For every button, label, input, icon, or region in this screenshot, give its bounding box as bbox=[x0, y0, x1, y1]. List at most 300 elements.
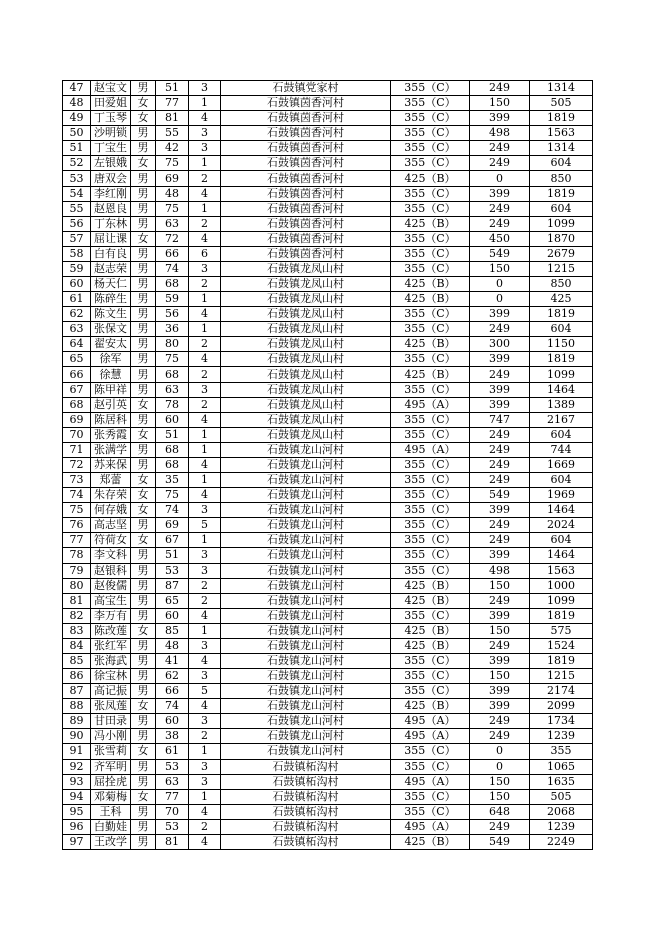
total-cell: 1563 bbox=[530, 563, 593, 578]
gender-cell: 男 bbox=[131, 277, 156, 292]
standard-cell: 425（B） bbox=[391, 699, 470, 714]
standard-cell: 355（C） bbox=[391, 126, 470, 141]
row-number-cell: 58 bbox=[63, 246, 91, 261]
standard-cell: 355（C） bbox=[391, 759, 470, 774]
total-cell: 505 bbox=[530, 96, 593, 111]
total-cell: 1734 bbox=[530, 714, 593, 729]
household-size-cell: 1 bbox=[189, 442, 221, 457]
standard-cell: 495（A） bbox=[391, 397, 470, 412]
household-size-cell: 4 bbox=[189, 186, 221, 201]
household-size-cell: 1 bbox=[189, 292, 221, 307]
gender-cell: 男 bbox=[131, 774, 156, 789]
table-row bbox=[63, 442, 593, 457]
gender-cell: 男 bbox=[131, 292, 156, 307]
age-cell: 66 bbox=[156, 246, 189, 261]
age-cell: 68 bbox=[156, 442, 189, 457]
gender-cell: 男 bbox=[131, 457, 156, 472]
standard-cell: 495（A） bbox=[391, 442, 470, 457]
name-cell: 左银娥 bbox=[91, 156, 131, 171]
name-cell: 陈改莲 bbox=[91, 623, 131, 638]
name-cell: 赵志荣 bbox=[91, 261, 131, 276]
table-row bbox=[63, 352, 593, 367]
address-cell: 石鼓镇龙山河村 bbox=[221, 593, 391, 608]
total-cell: 1563 bbox=[530, 126, 593, 141]
address-cell: 石鼓镇龙凤山村 bbox=[221, 292, 391, 307]
amount-cell: 399 bbox=[470, 111, 530, 126]
row-number-cell: 56 bbox=[63, 216, 91, 231]
address-cell: 石鼓镇茵香河村 bbox=[221, 141, 391, 156]
address-cell: 石鼓镇龙山河村 bbox=[221, 714, 391, 729]
row-number-cell: 82 bbox=[63, 608, 91, 623]
standard-cell: 425（B） bbox=[391, 277, 470, 292]
table-row bbox=[63, 292, 593, 307]
age-cell: 60 bbox=[156, 714, 189, 729]
age-cell: 51 bbox=[156, 427, 189, 442]
address-cell: 石鼓镇龙凤山村 bbox=[221, 307, 391, 322]
household-size-cell: 2 bbox=[189, 216, 221, 231]
total-cell: 1314 bbox=[530, 141, 593, 156]
name-cell: 朱存荣 bbox=[91, 488, 131, 503]
standard-cell: 355（C） bbox=[391, 186, 470, 201]
gender-cell: 女 bbox=[131, 111, 156, 126]
address-cell: 石鼓镇龙山河村 bbox=[221, 563, 391, 578]
address-cell: 石鼓镇龙山河村 bbox=[221, 729, 391, 744]
age-cell: 65 bbox=[156, 593, 189, 608]
gender-cell: 男 bbox=[131, 186, 156, 201]
household-size-cell: 1 bbox=[189, 156, 221, 171]
address-cell: 石鼓镇柘沟村 bbox=[221, 804, 391, 819]
name-cell: 符荷女 bbox=[91, 533, 131, 548]
gender-cell: 男 bbox=[131, 352, 156, 367]
age-cell: 69 bbox=[156, 171, 189, 186]
household-size-cell: 4 bbox=[189, 488, 221, 503]
name-cell: 王改学 bbox=[91, 834, 131, 849]
standard-cell: 355（C） bbox=[391, 457, 470, 472]
amount-cell: 399 bbox=[470, 307, 530, 322]
total-cell: 1819 bbox=[530, 307, 593, 322]
amount-cell: 249 bbox=[470, 473, 530, 488]
total-cell: 850 bbox=[530, 277, 593, 292]
standard-cell: 355（C） bbox=[391, 412, 470, 427]
amount-cell: 549 bbox=[470, 488, 530, 503]
standard-cell: 425（B） bbox=[391, 337, 470, 352]
gender-cell: 男 bbox=[131, 638, 156, 653]
table-row bbox=[63, 473, 593, 488]
amount-cell: 498 bbox=[470, 126, 530, 141]
age-cell: 81 bbox=[156, 834, 189, 849]
standard-cell: 355（C） bbox=[391, 473, 470, 488]
table-row bbox=[63, 653, 593, 668]
household-size-cell: 1 bbox=[189, 427, 221, 442]
address-cell: 石鼓镇茵香河村 bbox=[221, 96, 391, 111]
total-cell: 2174 bbox=[530, 684, 593, 699]
table-row bbox=[63, 186, 593, 201]
standard-cell: 355（C） bbox=[391, 231, 470, 246]
table-row bbox=[63, 397, 593, 412]
address-cell: 石鼓镇柘沟村 bbox=[221, 819, 391, 834]
row-number-cell: 50 bbox=[63, 126, 91, 141]
household-size-cell: 1 bbox=[189, 96, 221, 111]
gender-cell: 男 bbox=[131, 804, 156, 819]
total-cell: 1464 bbox=[530, 548, 593, 563]
standard-cell: 495（A） bbox=[391, 819, 470, 834]
age-cell: 51 bbox=[156, 81, 189, 96]
amount-cell: 747 bbox=[470, 412, 530, 427]
age-cell: 75 bbox=[156, 352, 189, 367]
total-cell: 1150 bbox=[530, 337, 593, 352]
age-cell: 48 bbox=[156, 186, 189, 201]
row-number-cell: 85 bbox=[63, 653, 91, 668]
age-cell: 68 bbox=[156, 277, 189, 292]
household-size-cell: 1 bbox=[189, 322, 221, 337]
age-cell: 70 bbox=[156, 804, 189, 819]
name-cell: 赵银科 bbox=[91, 563, 131, 578]
table-row bbox=[63, 488, 593, 503]
standard-cell: 425（B） bbox=[391, 171, 470, 186]
amount-cell: 450 bbox=[470, 231, 530, 246]
name-cell: 甘田录 bbox=[91, 714, 131, 729]
address-cell: 石鼓镇龙山河村 bbox=[221, 518, 391, 533]
table-row bbox=[63, 699, 593, 714]
name-cell: 徐慧 bbox=[91, 367, 131, 382]
address-cell: 石鼓镇柘沟村 bbox=[221, 759, 391, 774]
standard-cell: 355（C） bbox=[391, 669, 470, 684]
row-number-cell: 57 bbox=[63, 231, 91, 246]
household-size-cell: 4 bbox=[189, 412, 221, 427]
household-size-cell: 3 bbox=[189, 382, 221, 397]
table-row bbox=[63, 457, 593, 472]
table-row bbox=[63, 111, 593, 126]
age-cell: 60 bbox=[156, 412, 189, 427]
name-cell: 丁宝生 bbox=[91, 141, 131, 156]
standard-cell: 425（B） bbox=[391, 834, 470, 849]
row-number-cell: 74 bbox=[63, 488, 91, 503]
name-cell: 杨天仁 bbox=[91, 277, 131, 292]
amount-cell: 249 bbox=[470, 216, 530, 231]
household-size-cell: 2 bbox=[189, 578, 221, 593]
table-row bbox=[63, 246, 593, 261]
name-cell: 张保文 bbox=[91, 322, 131, 337]
address-cell: 石鼓镇柘沟村 bbox=[221, 789, 391, 804]
household-size-cell: 5 bbox=[189, 518, 221, 533]
gender-cell: 女 bbox=[131, 96, 156, 111]
address-cell: 石鼓镇茵香河村 bbox=[221, 126, 391, 141]
amount-cell: 399 bbox=[470, 684, 530, 699]
household-size-cell: 3 bbox=[189, 503, 221, 518]
standard-cell: 425（B） bbox=[391, 367, 470, 382]
amount-cell: 249 bbox=[470, 533, 530, 548]
address-cell: 石鼓镇龙山河村 bbox=[221, 457, 391, 472]
total-cell: 1464 bbox=[530, 503, 593, 518]
address-cell: 石鼓镇茵香河村 bbox=[221, 156, 391, 171]
table-row bbox=[63, 623, 593, 638]
name-cell: 张凤莲 bbox=[91, 699, 131, 714]
household-size-cell: 1 bbox=[189, 533, 221, 548]
table-row bbox=[63, 533, 593, 548]
standard-cell: 355（C） bbox=[391, 563, 470, 578]
table-row bbox=[63, 548, 593, 563]
standard-cell: 425（B） bbox=[391, 623, 470, 638]
name-cell: 白有良 bbox=[91, 246, 131, 261]
household-size-cell: 2 bbox=[189, 171, 221, 186]
row-number-cell: 69 bbox=[63, 412, 91, 427]
household-size-cell: 3 bbox=[189, 261, 221, 276]
address-cell: 石鼓镇党家村 bbox=[221, 81, 391, 96]
household-size-cell: 4 bbox=[189, 834, 221, 849]
gender-cell: 男 bbox=[131, 216, 156, 231]
standard-cell: 425（B） bbox=[391, 593, 470, 608]
address-cell: 石鼓镇龙山河村 bbox=[221, 442, 391, 457]
total-cell: 604 bbox=[530, 473, 593, 488]
gender-cell: 女 bbox=[131, 473, 156, 488]
standard-cell: 355（C） bbox=[391, 261, 470, 276]
total-cell: 1239 bbox=[530, 819, 593, 834]
total-cell: 744 bbox=[530, 442, 593, 457]
address-cell: 石鼓镇龙凤山村 bbox=[221, 367, 391, 382]
row-number-cell: 62 bbox=[63, 307, 91, 322]
gender-cell: 男 bbox=[131, 141, 156, 156]
total-cell: 2099 bbox=[530, 699, 593, 714]
table-row bbox=[63, 261, 593, 276]
gender-cell: 男 bbox=[131, 126, 156, 141]
address-cell: 石鼓镇龙山河村 bbox=[221, 578, 391, 593]
gender-cell: 男 bbox=[131, 669, 156, 684]
household-size-cell: 5 bbox=[189, 684, 221, 699]
table-row bbox=[63, 638, 593, 653]
row-number-cell: 76 bbox=[63, 518, 91, 533]
age-cell: 63 bbox=[156, 382, 189, 397]
amount-cell: 399 bbox=[470, 503, 530, 518]
total-cell: 1635 bbox=[530, 774, 593, 789]
row-number-cell: 90 bbox=[63, 729, 91, 744]
gender-cell: 男 bbox=[131, 261, 156, 276]
row-number-cell: 78 bbox=[63, 548, 91, 563]
gender-cell: 男 bbox=[131, 246, 156, 261]
standard-cell: 355（C） bbox=[391, 789, 470, 804]
amount-cell: 399 bbox=[470, 382, 530, 397]
name-cell: 张满学 bbox=[91, 442, 131, 457]
row-number-cell: 52 bbox=[63, 156, 91, 171]
name-cell: 张海武 bbox=[91, 653, 131, 668]
table-row bbox=[63, 382, 593, 397]
standard-cell: 355（C） bbox=[391, 548, 470, 563]
age-cell: 75 bbox=[156, 488, 189, 503]
address-cell: 石鼓镇龙凤山村 bbox=[221, 337, 391, 352]
household-size-cell: 3 bbox=[189, 563, 221, 578]
household-size-cell: 1 bbox=[189, 744, 221, 759]
name-cell: 唐双会 bbox=[91, 171, 131, 186]
amount-cell: 249 bbox=[470, 442, 530, 457]
address-cell: 石鼓镇龙凤山村 bbox=[221, 322, 391, 337]
amount-cell: 0 bbox=[470, 277, 530, 292]
amount-cell: 150 bbox=[470, 669, 530, 684]
age-cell: 61 bbox=[156, 744, 189, 759]
standard-cell: 355（C） bbox=[391, 111, 470, 126]
household-size-cell: 1 bbox=[189, 623, 221, 638]
total-cell: 1389 bbox=[530, 397, 593, 412]
table-row bbox=[63, 412, 593, 427]
row-number-cell: 72 bbox=[63, 457, 91, 472]
standard-cell: 355（C） bbox=[391, 653, 470, 668]
household-size-cell: 4 bbox=[189, 608, 221, 623]
standard-cell: 355（C） bbox=[391, 246, 470, 261]
name-cell: 丁玉琴 bbox=[91, 111, 131, 126]
name-cell: 苏来保 bbox=[91, 457, 131, 472]
row-number-cell: 68 bbox=[63, 397, 91, 412]
age-cell: 36 bbox=[156, 322, 189, 337]
row-number-cell: 89 bbox=[63, 714, 91, 729]
total-cell: 2167 bbox=[530, 412, 593, 427]
age-cell: 75 bbox=[156, 156, 189, 171]
household-size-cell: 1 bbox=[189, 201, 221, 216]
total-cell: 505 bbox=[530, 789, 593, 804]
address-cell: 石鼓镇茵香河村 bbox=[221, 246, 391, 261]
total-cell: 2068 bbox=[530, 804, 593, 819]
address-cell: 石鼓镇龙山河村 bbox=[221, 623, 391, 638]
age-cell: 77 bbox=[156, 96, 189, 111]
table-row bbox=[63, 277, 593, 292]
standard-cell: 355（C） bbox=[391, 684, 470, 699]
name-cell: 陈居科 bbox=[91, 412, 131, 427]
amount-cell: 249 bbox=[470, 819, 530, 834]
row-number-cell: 49 bbox=[63, 111, 91, 126]
amount-cell: 399 bbox=[470, 653, 530, 668]
total-cell: 1099 bbox=[530, 593, 593, 608]
gender-cell: 女 bbox=[131, 789, 156, 804]
name-cell: 张雪莉 bbox=[91, 744, 131, 759]
amount-cell: 150 bbox=[470, 623, 530, 638]
total-cell: 1819 bbox=[530, 186, 593, 201]
gender-cell: 男 bbox=[131, 684, 156, 699]
table-row bbox=[63, 322, 593, 337]
standard-cell: 355（C） bbox=[391, 352, 470, 367]
address-cell: 石鼓镇茵香河村 bbox=[221, 171, 391, 186]
table-row bbox=[63, 427, 593, 442]
household-size-cell: 2 bbox=[189, 337, 221, 352]
address-cell: 石鼓镇龙山河村 bbox=[221, 548, 391, 563]
amount-cell: 249 bbox=[470, 457, 530, 472]
household-size-cell: 3 bbox=[189, 81, 221, 96]
address-cell: 石鼓镇龙山河村 bbox=[221, 533, 391, 548]
age-cell: 60 bbox=[156, 608, 189, 623]
table-row bbox=[63, 156, 593, 171]
address-cell: 石鼓镇龙山河村 bbox=[221, 744, 391, 759]
row-number-cell: 60 bbox=[63, 277, 91, 292]
name-cell: 齐军明 bbox=[91, 759, 131, 774]
name-cell: 赵引英 bbox=[91, 397, 131, 412]
row-number-cell: 53 bbox=[63, 171, 91, 186]
row-number-cell: 88 bbox=[63, 699, 91, 714]
household-size-cell: 4 bbox=[189, 111, 221, 126]
total-cell: 425 bbox=[530, 292, 593, 307]
standard-cell: 355（C） bbox=[391, 307, 470, 322]
standard-cell: 425（B） bbox=[391, 216, 470, 231]
amount-cell: 150 bbox=[470, 774, 530, 789]
row-number-cell: 48 bbox=[63, 96, 91, 111]
total-cell: 1239 bbox=[530, 729, 593, 744]
row-number-cell: 96 bbox=[63, 819, 91, 834]
household-size-cell: 2 bbox=[189, 819, 221, 834]
total-cell: 1870 bbox=[530, 231, 593, 246]
gender-cell: 男 bbox=[131, 412, 156, 427]
amount-cell: 150 bbox=[470, 96, 530, 111]
gender-cell: 女 bbox=[131, 623, 156, 638]
row-number-cell: 64 bbox=[63, 337, 91, 352]
table-row bbox=[63, 804, 593, 819]
name-cell: 高宝生 bbox=[91, 593, 131, 608]
household-size-cell: 6 bbox=[189, 246, 221, 261]
name-cell: 张秀霞 bbox=[91, 427, 131, 442]
gender-cell: 男 bbox=[131, 578, 156, 593]
amount-cell: 498 bbox=[470, 563, 530, 578]
address-cell: 石鼓镇茵香河村 bbox=[221, 186, 391, 201]
age-cell: 48 bbox=[156, 638, 189, 653]
table-row bbox=[63, 819, 593, 834]
standard-cell: 495（A） bbox=[391, 774, 470, 789]
address-cell: 石鼓镇龙山河村 bbox=[221, 669, 391, 684]
amount-cell: 399 bbox=[470, 352, 530, 367]
total-cell: 604 bbox=[530, 156, 593, 171]
row-number-cell: 93 bbox=[63, 774, 91, 789]
amount-cell: 249 bbox=[470, 367, 530, 382]
address-cell: 石鼓镇龙山河村 bbox=[221, 608, 391, 623]
gender-cell: 女 bbox=[131, 231, 156, 246]
age-cell: 74 bbox=[156, 261, 189, 276]
household-size-cell: 2 bbox=[189, 729, 221, 744]
amount-cell: 249 bbox=[470, 201, 530, 216]
standard-cell: 355（C） bbox=[391, 503, 470, 518]
name-cell: 陈甲祥 bbox=[91, 382, 131, 397]
age-cell: 59 bbox=[156, 292, 189, 307]
name-cell: 丁东林 bbox=[91, 216, 131, 231]
amount-cell: 249 bbox=[470, 729, 530, 744]
gender-cell: 女 bbox=[131, 503, 156, 518]
household-size-cell: 4 bbox=[189, 352, 221, 367]
standard-cell: 355（C） bbox=[391, 488, 470, 503]
age-cell: 35 bbox=[156, 473, 189, 488]
gender-cell: 女 bbox=[131, 397, 156, 412]
total-cell: 1669 bbox=[530, 457, 593, 472]
household-size-cell: 3 bbox=[189, 759, 221, 774]
table-row bbox=[63, 503, 593, 518]
table-row bbox=[63, 563, 593, 578]
amount-cell: 249 bbox=[470, 81, 530, 96]
table-row bbox=[63, 578, 593, 593]
row-number-cell: 70 bbox=[63, 427, 91, 442]
row-number-cell: 65 bbox=[63, 352, 91, 367]
amount-cell: 150 bbox=[470, 789, 530, 804]
total-cell: 604 bbox=[530, 427, 593, 442]
table-row bbox=[63, 608, 593, 623]
gender-cell: 男 bbox=[131, 442, 156, 457]
row-number-cell: 75 bbox=[63, 503, 91, 518]
age-cell: 87 bbox=[156, 578, 189, 593]
address-cell: 石鼓镇龙山河村 bbox=[221, 638, 391, 653]
row-number-cell: 87 bbox=[63, 684, 91, 699]
age-cell: 72 bbox=[156, 231, 189, 246]
standard-cell: 355（C） bbox=[391, 382, 470, 397]
name-cell: 徐宝林 bbox=[91, 669, 131, 684]
table-row bbox=[63, 231, 593, 246]
standard-cell: 355（C） bbox=[391, 81, 470, 96]
gender-cell: 女 bbox=[131, 744, 156, 759]
row-number-cell: 67 bbox=[63, 382, 91, 397]
age-cell: 41 bbox=[156, 653, 189, 668]
age-cell: 42 bbox=[156, 141, 189, 156]
gender-cell: 男 bbox=[131, 714, 156, 729]
total-cell: 1065 bbox=[530, 759, 593, 774]
row-number-cell: 61 bbox=[63, 292, 91, 307]
